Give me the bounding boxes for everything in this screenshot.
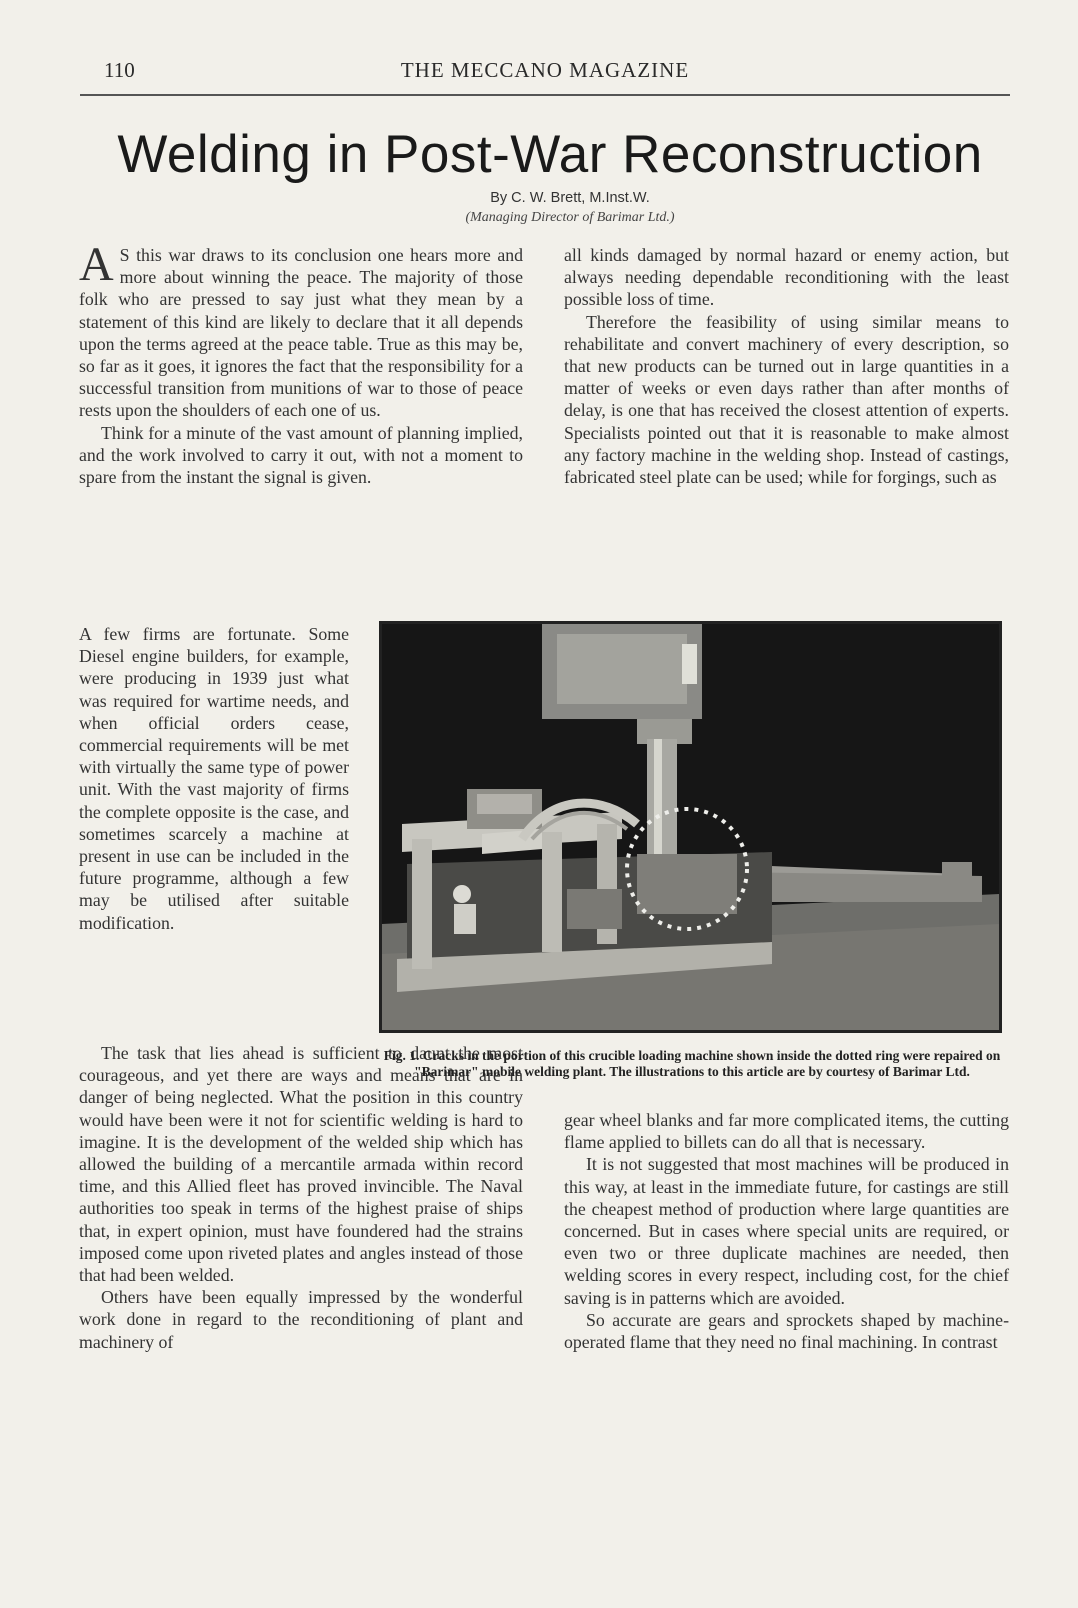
column-left-top — [79, 238, 523, 488]
drop-cap: A — [79, 238, 114, 291]
article-title: Welding in Post-War Reconstruction — [117, 125, 983, 184]
paragraph: all kinds damaged by normal hazard or enemy action, but always needing dependable reconditioning with the least possible loss of time. — [564, 245, 1009, 310]
magazine-title: THE MECCANO MAGAZINE — [400, 58, 690, 82]
paragraph: It is not suggested that most machines will be produced in this way, at least in the immediate future, for castings are still the cheapest method of production where large quantities are concerned. But in cases where special units are required, or even two or three duplicate machines are needed, then welding scores in every respect, including cost, for the chief saving is in patterns which are avoided. — [564, 1154, 1009, 1308]
crucible-loading-machine-photo — [382, 624, 999, 1030]
paragraph: Therefore the feasibility of using similar means to rehabilitate and convert machinery of every description, so that new products can be turned out in large quantities in a matter of weeks or even days rather than after months of delay, is one that has received the closest attention of experts. Specialists pointed out that it is reasonable to make almost any factory machine in the welding shop. Instead of castings, fabricated steel plate can be used; while for forgings, such as — [564, 311, 1009, 488]
author-role: (Managing Director of Barimar Ltd.) — [465, 210, 675, 225]
figure-photo — [379, 621, 1002, 1033]
paragraph: A few firms are fortunate. Some Diesel engine builders, for example, were producing in 1939 just what was required for wartime needs, and when official orders cease, commercial requirements will be met with virtually the same type of power unit. With the vast majority of firms the complete opposite is the case, and sometimes scarcely a machine at present in use can be included in the future programme, although a few may be utilised after suitable modification. — [79, 624, 349, 933]
header-rule — [80, 94, 1010, 96]
column-left-bottom — [79, 1042, 523, 1353]
running-header — [80, 58, 1010, 88]
paragraph: Others have been equally impressed by the wonderful work done in regard to the reconditioning of plant and machinery of — [79, 1287, 523, 1352]
paragraph-text: The task that lies ahead is sufficient to daunt the most courageous, and yet there are ways and means that are in danger of being neglected. What the position in this country would have been were it not for scientific welding is hard to imagine. It is the development of the welded ship which has allowed the building of a mercantile armada within record time, and this Allied fleet has proved invincible. The Naval authorities too speak in terms of the highest praise of ships that, in expert opinion, must have foundered had the strains imposed come upon riveted plates and angles instead of those that had been welded. — [79, 1043, 523, 1286]
paragraph: gear wheel blanks and far more complicated items, the cutting flame applied to billets can do all that is necessary. — [564, 1110, 1009, 1153]
paragraph: Think for a minute of the vast amount of planning implied, and the work involved to carry it out, with not a moment to spare from the instant the signal is given. — [79, 422, 523, 488]
byline: By C. W. Brett, M.Inst.W. — [490, 190, 650, 206]
paragraph-text: S this war draws to its conclusion one hears more and more about winning the peace. The majority of those folk who are pressed to say just what they mean by a statement of this kind are likely to declare that it all depends upon the terms agreed at the peace table. True as this may be, so far as it goes, it ignores the fact that the responsibility for a successful transition from munitions of war to those of peace rests upon the shoulders of each one of us. — [79, 245, 523, 421]
paragraph — [79, 238, 523, 422]
column-right-top — [564, 244, 1009, 488]
column-right-bottom — [564, 1109, 1009, 1353]
paragraph: So accurate are gears and sprockets shaped by machine-operated flame that they need no final machining. In contrast — [564, 1309, 1009, 1353]
column-left-narrow — [79, 623, 349, 934]
figure-caption: Fig. 1. Cracks in the portion of this crucible loading machine shown inside the dotted ring were repaired on "Barimar" mobile welding plant. The illustrations to this article are by courtesy of Barimar Ltd. — [383, 1048, 1001, 1079]
page-number: 110 — [104, 58, 135, 82]
